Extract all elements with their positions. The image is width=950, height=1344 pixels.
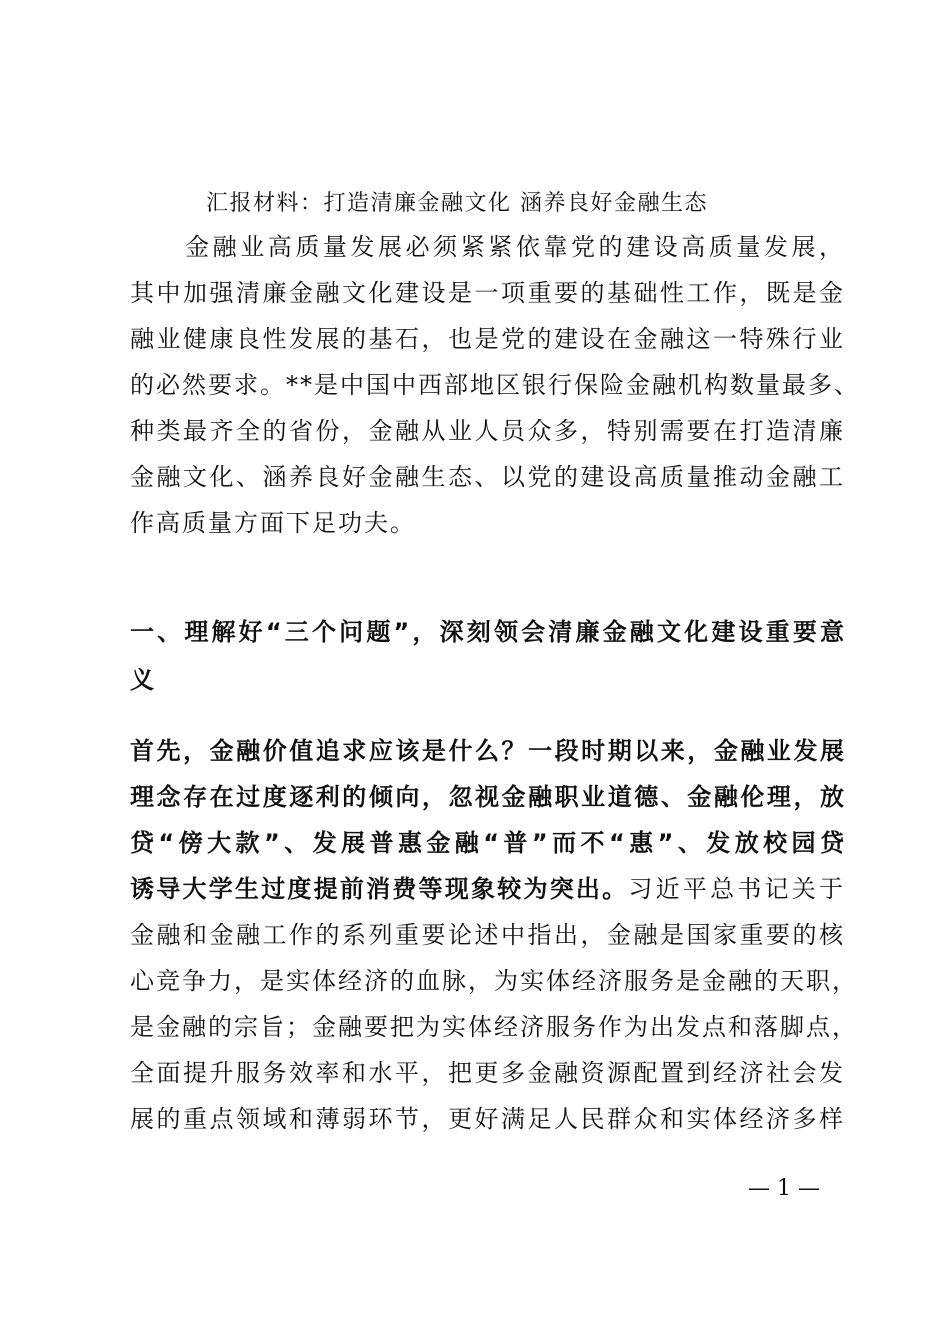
- intro-line: 金融文化、涵养良好金融生态、以党的建设高质量推动金融工: [130, 463, 845, 491]
- section-line: 心竞争力，是实体经济的血脉，为实体经济服务是金融的天职，: [130, 967, 858, 995]
- section-heading-line: 义: [130, 666, 155, 694]
- section-paragraph: [130, 728, 858, 1142]
- page-number: — 1 —: [748, 1176, 820, 1201]
- section-heading: [130, 608, 845, 704]
- section-line-regular-part: 习近平总书记关于: [628, 875, 846, 903]
- section-heading-line: 一、理解好“三个问题”，深刻领会清廉金融文化建设重要意: [130, 618, 845, 646]
- intro-line: 的必然要求。**是中国中西部地区银行保险金融机构数量最多、: [130, 371, 860, 399]
- document-title: 汇报材料：打造清廉金融文化 涵养良好金融生态: [206, 191, 708, 216]
- section-line-bold: 首先，金融价值追求应该是什么？一段时期以来，金融业发展: [130, 737, 845, 765]
- section-line: 金融和金融工作的系列重要论述中指出，金融是国家重要的核: [130, 921, 845, 949]
- intro-line: 其中加强清廉金融文化建设是一项重要的基础性工作，既是金: [130, 279, 845, 307]
- intro-line: 融业健康良性发展的基石，也是党的建设在金融这一特殊行业: [130, 325, 845, 353]
- intro-line: 金融业高质量发展必须紧紧依靠党的建设高质量发展，: [130, 233, 845, 261]
- section-line: 全面提升服务效率和水平，把更多金融资源配置到经济社会发: [130, 1059, 845, 1087]
- section-line-bold: 贷“傍大款”、发展普惠金融“普”而不“惠”、发放校园贷: [130, 829, 845, 857]
- intro-paragraph: [130, 224, 860, 546]
- section-line-mixed: [130, 866, 845, 912]
- intro-line: 种类最齐全的省份，金融从业人员众多，特别需要在打造清廉: [130, 417, 845, 445]
- intro-line: 作高质量方面下足功夫。: [130, 509, 416, 537]
- section-line: 展的重点领域和薄弱环节，更好满足人民群众和实体经济多样: [130, 1105, 845, 1133]
- section-line-bold: 理念存在过度逐利的倾向，忽视金融职业道德、金融伦理，放: [130, 783, 845, 811]
- section-line: 是金融的宗旨；金融要把为实体经济服务作为出发点和落脚点，: [130, 1013, 858, 1041]
- section-line-bold-part: 诱导大学生过度提前消费等现象较为突出。: [130, 875, 629, 903]
